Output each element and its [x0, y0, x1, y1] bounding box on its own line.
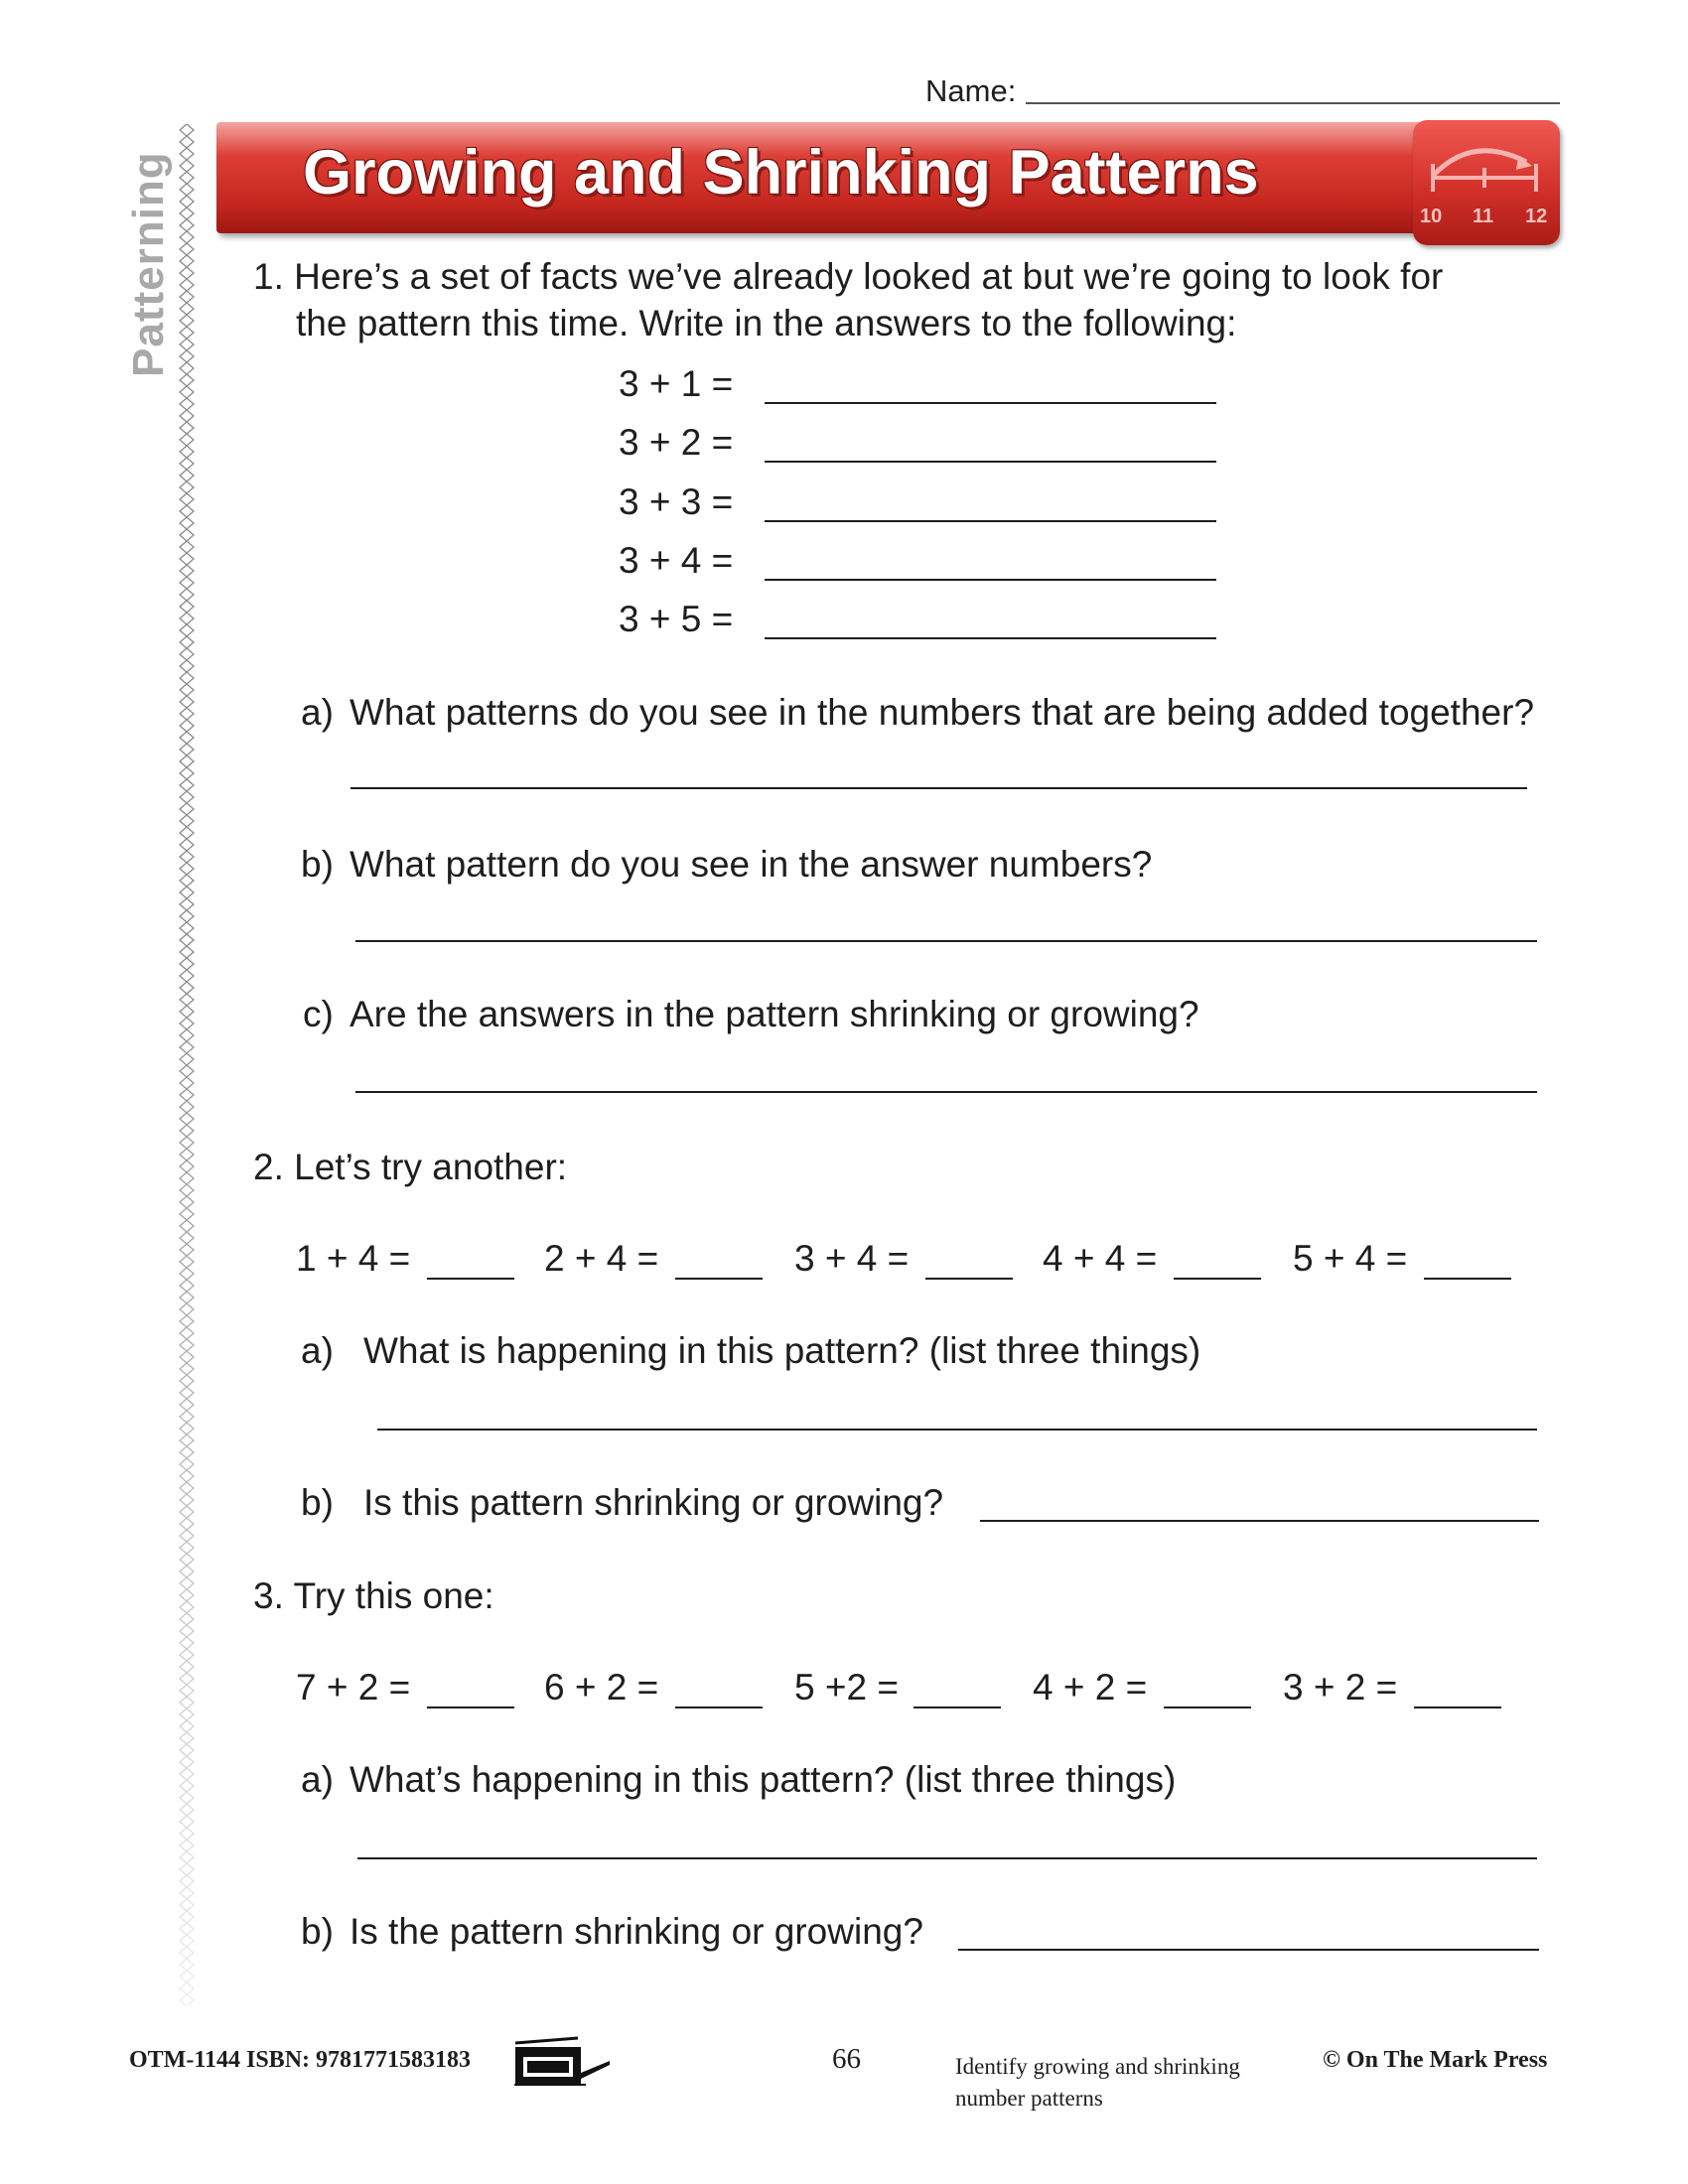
q1-equation: 3 + 2 = — [619, 422, 734, 463]
q2b-question: Is this pattern shrinking or growing? — [363, 1482, 944, 1523]
q1b-answer-line[interactable] — [355, 940, 1537, 942]
footer-description-line: number patterns — [955, 2086, 1103, 2111]
q1a-label: a) — [301, 692, 334, 733]
q2a-answer-line[interactable] — [377, 1429, 1537, 1431]
q1a-question: What patterns do you see in the numbers that are being added together? — [350, 692, 1535, 733]
side-tab-title: Patterning — [124, 151, 173, 377]
q3-answer-blank[interactable] — [427, 1706, 514, 1708]
q1b-question: What pattern do you see in the answer numbers? — [350, 844, 1153, 885]
q1c-answer-line[interactable] — [355, 1091, 1537, 1093]
name-input-line[interactable] — [1026, 102, 1560, 104]
q3-equation: 7 + 2 = — [296, 1667, 411, 1707]
q2-answer-blank[interactable] — [675, 1278, 763, 1280]
footer-description-line: Identify growing and shrinking — [955, 2054, 1240, 2079]
q1-equation: 3 + 1 = — [619, 363, 734, 404]
q2-equation: 3 + 4 = — [794, 1238, 910, 1279]
q3b-question: Is the pattern shrinking or growing? — [350, 1911, 923, 1952]
q2-equation: 2 + 4 = — [544, 1238, 659, 1279]
q3-answer-blank[interactable] — [1164, 1706, 1251, 1708]
q3b-answer-line[interactable] — [958, 1949, 1539, 1951]
q3-answer-blank[interactable] — [914, 1706, 1001, 1708]
footer-description — [955, 2051, 1293, 2115]
q1-prompt-line1: 1. Here’s a set of facts we’ve already looked at but we’re going to look for — [253, 256, 1444, 297]
q2-equation: 4 + 4 = — [1043, 1238, 1158, 1279]
q3a-question: What’s happening in this pattern? (list three things) — [350, 1759, 1177, 1800]
q2-answer-blank[interactable] — [1424, 1278, 1511, 1280]
name-label: Name: — [925, 73, 1017, 108]
q1-equation: 3 + 3 = — [619, 481, 734, 522]
q2b-label: b) — [301, 1482, 334, 1523]
q1a-answer-line[interactable] — [351, 787, 1527, 789]
page-title: Growing and Shrinking Patterns — [303, 138, 1259, 207]
decorative-chain-border — [179, 124, 195, 2005]
q1-prompt-line2: the pattern this time. Write in the answers to the following: — [296, 303, 1237, 343]
q3-equation: 5 +2 = — [794, 1667, 899, 1707]
q1c-question: Are the answers in the pattern shrinking or growing? — [350, 994, 1199, 1034]
footer-copyright: © On The Mark Press — [1323, 2047, 1548, 2073]
q3-equation: 4 + 2 = — [1033, 1667, 1148, 1707]
q2-equation: 1 + 4 = — [296, 1238, 411, 1279]
icon-number: 11 — [1473, 205, 1494, 227]
q3-answer-blank[interactable] — [1414, 1706, 1501, 1708]
q3b-label: b) — [301, 1911, 334, 1952]
q1-answer-line[interactable] — [765, 520, 1216, 522]
page-number: 66 — [832, 2043, 861, 2075]
q1-answer-line[interactable] — [765, 579, 1216, 581]
q3-prompt: 3. Try this one: — [253, 1575, 494, 1616]
q2-equation: 5 + 4 = — [1293, 1238, 1408, 1279]
icon-number: 12 — [1525, 205, 1548, 227]
q2a-question: What is happening in this pattern? (list three things) — [363, 1330, 1201, 1371]
publisher-logo-icon — [512, 2035, 612, 2087]
q3a-answer-line[interactable] — [357, 1857, 1537, 1859]
q1-answer-line[interactable] — [765, 402, 1216, 404]
q1c-label: c) — [303, 994, 334, 1034]
q1-equation: 3 + 4 = — [619, 540, 734, 581]
number-line-icon — [1413, 120, 1560, 245]
q1-answer-line[interactable] — [765, 461, 1216, 463]
q3-equation: 3 + 2 = — [1283, 1667, 1398, 1707]
q2-prompt: 2. Let’s try another: — [253, 1147, 568, 1187]
q1-answer-line[interactable] — [765, 637, 1216, 639]
q3-equation: 6 + 2 = — [544, 1667, 659, 1707]
q3-answer-blank[interactable] — [675, 1706, 763, 1708]
icon-number: 10 — [1420, 205, 1443, 227]
q2-answer-blank[interactable] — [427, 1278, 514, 1280]
q1b-label: b) — [301, 844, 334, 885]
q3a-label: a) — [301, 1759, 334, 1800]
q1-equation: 3 + 5 = — [619, 599, 734, 639]
q2b-answer-line[interactable] — [980, 1520, 1539, 1522]
q2a-label: a) — [301, 1330, 334, 1371]
footer-isbn: OTM-1144 ISBN: 9781771583183 — [129, 2047, 472, 2073]
q2-answer-blank[interactable] — [925, 1278, 1013, 1280]
q2-answer-blank[interactable] — [1174, 1278, 1261, 1280]
